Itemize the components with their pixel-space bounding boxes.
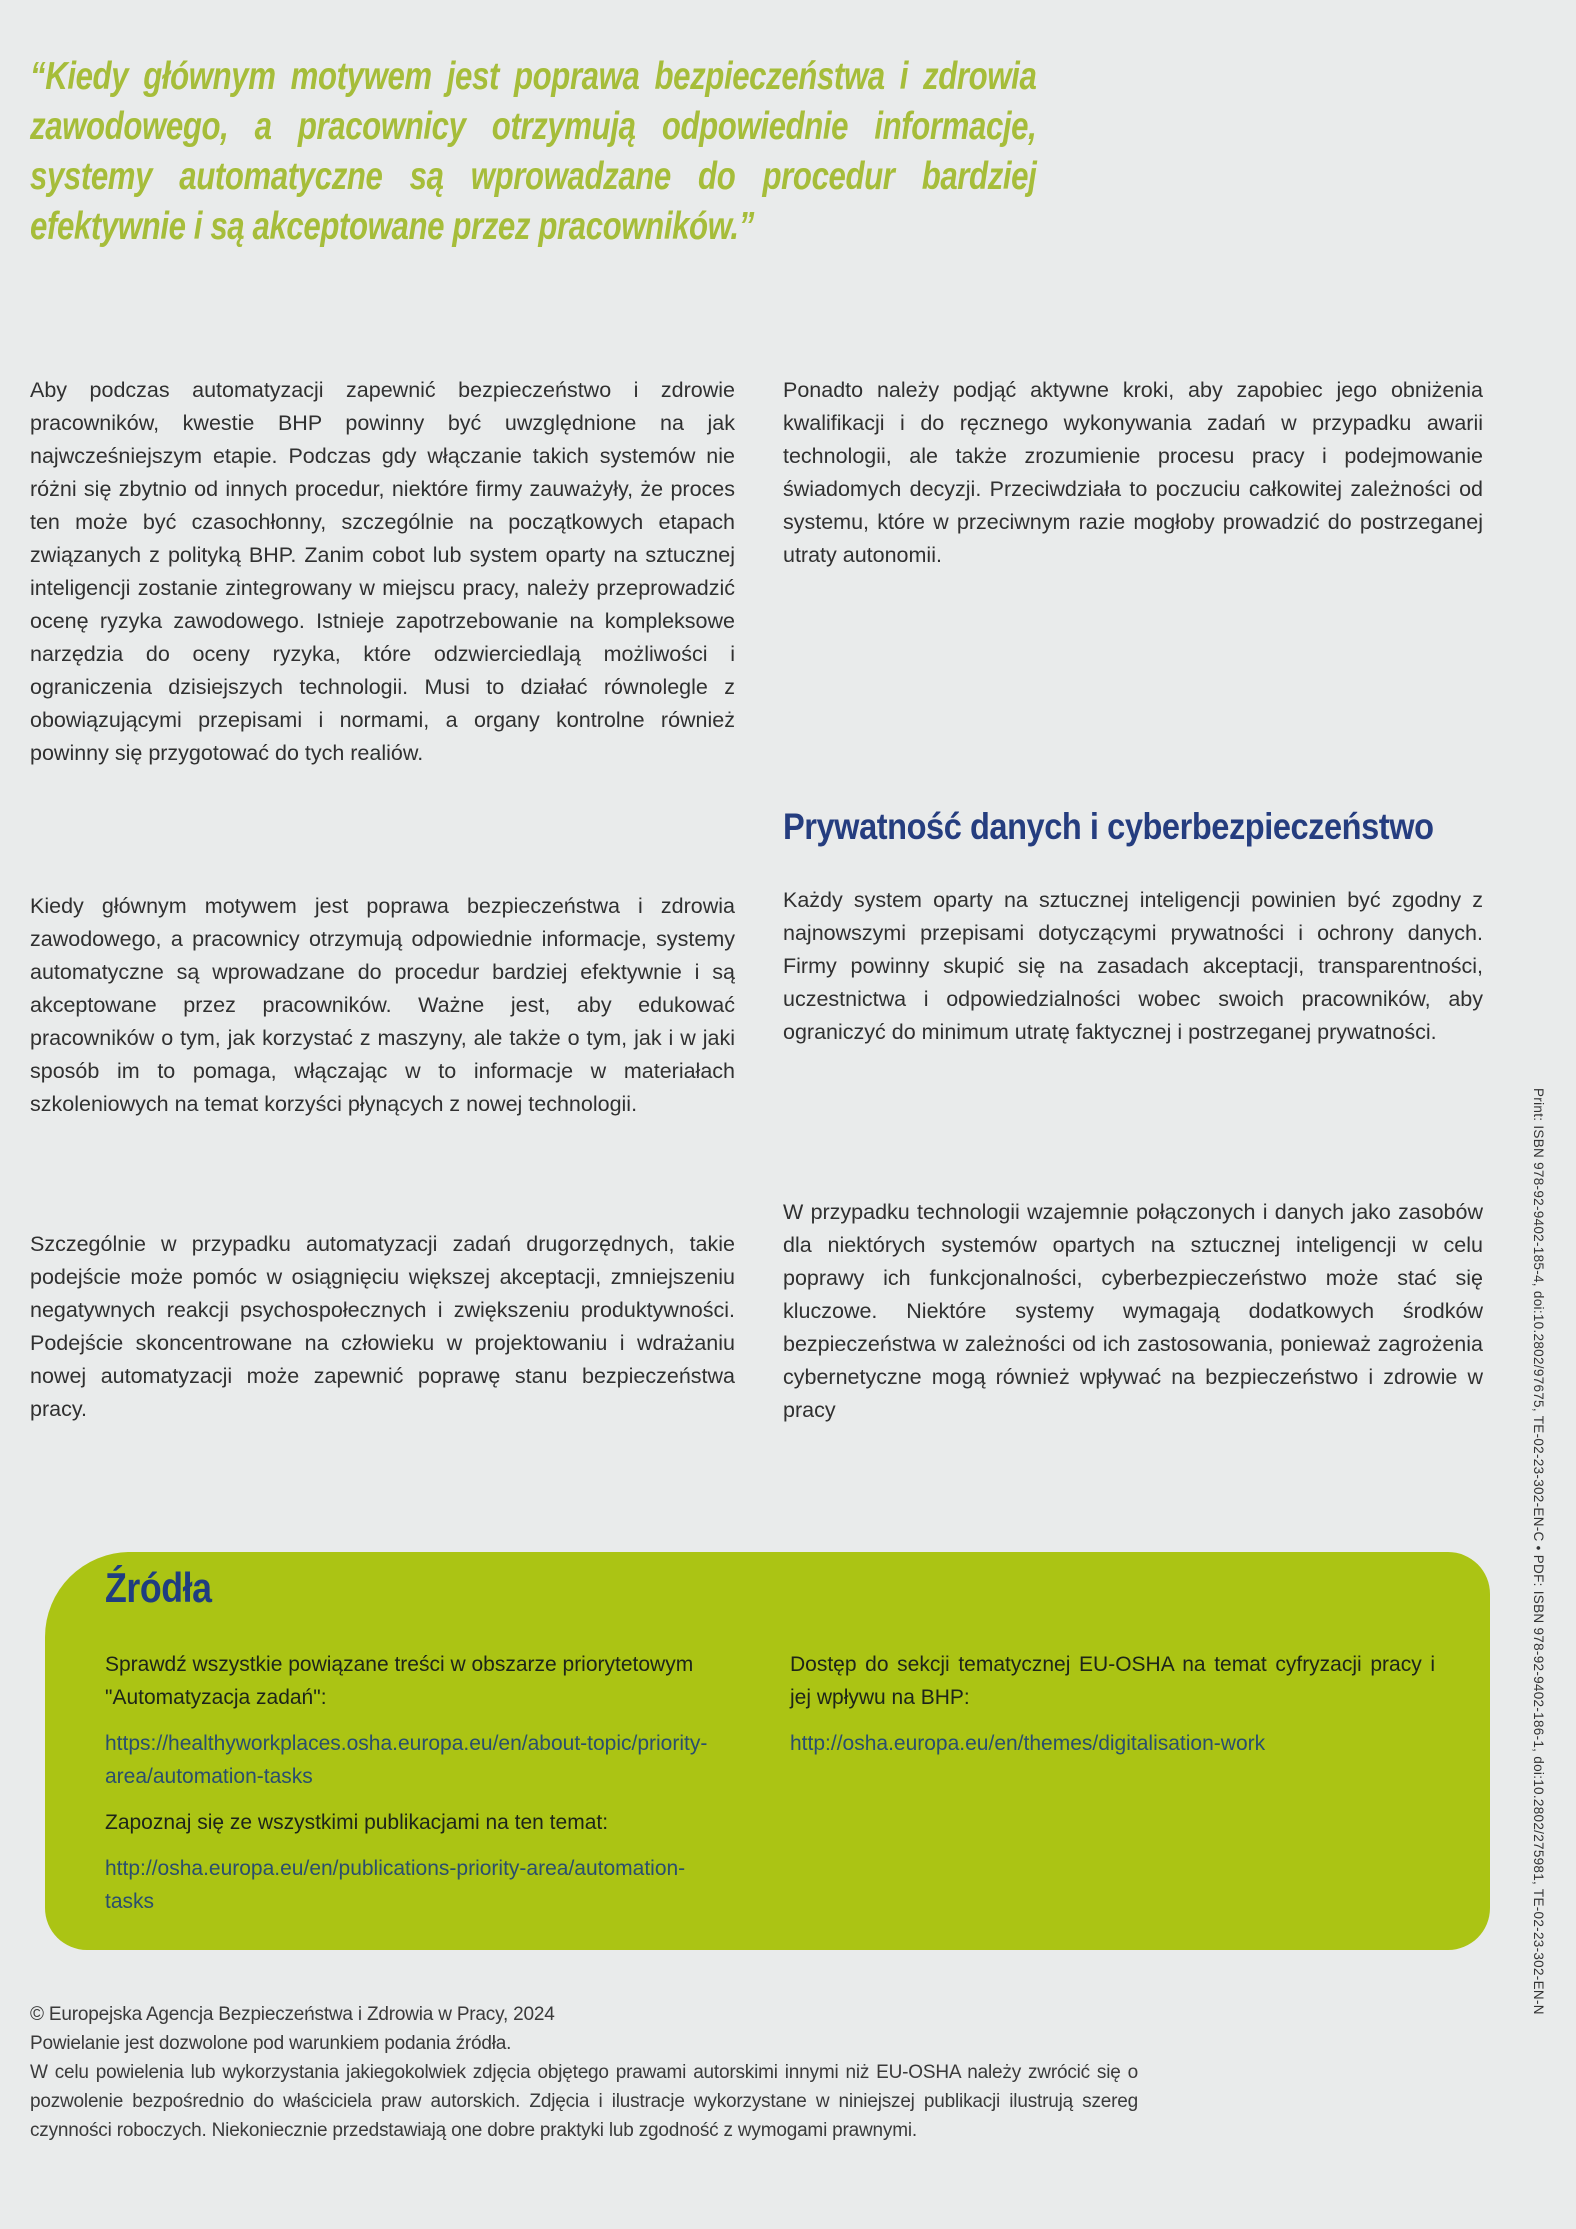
footer-license: Powielanie jest dozwolone pod warunkiem podania źródła. [30,2033,512,2054]
pull-quote: “Kiedy głównym motywem jest poprawa bezpieczeństwa i zdrowia zawodowego, a pracownicy otrzymują odpowiednie informacje, systemy automatyczne są wprowadzane do procedur bardziej efektywnie i są akceptowane przez pracowników.” [30,55,1037,248]
sources-link-digitalisation[interactable]: http://osha.europa.eu/en/themes/digitalisation-work [790,1732,1266,1755]
right-paragraph-1: Ponadto należy podjąć aktywne kroki, aby zapobiec jego obniżenia kwalifikacji i do ręcznego wykonywania zadań w przypadku awarii technologii, ale także zrozumienie procesu pracy i podejmowanie świadomych decyzji. Przeciwdziała to poczuciu całkowitej zależności od systemu, które w przeciwnym razie mogłoby prowadzić do postrzeganej utraty autonomii. [783,378,1483,567]
sources-link-publications[interactable]: http://osha.europa.eu/en/publications-priority-area/automation-tasks [105,1857,686,1913]
left-paragraph-2: Kiedy głównym motywem jest poprawa bezpieczeństwa i zdrowia zawodowego, a pracownicy otrzymują odpowiednie informacje, systemy automatyczne są wprowadzane do procedur bardziej efektywnie i są akceptowane przez pracowników. Ważne jest, aby edukować pracowników o tym, jak korzystać z maszyny, ale także o tym, jak i w jaki sposób im to pomaga, włączając w to informacje w materiałach szkoleniowych na temat korzyści płynących z nowej technologii. [30,894,735,1116]
footer-note: W celu powielenia lub wykorzystania jakiegokolwiek zdjęcia objętego prawami autorskimi innymi niż EU-OSHA należy zwrócić się o pozwolenie bezpośrednio do właściciela praw autorskich. Zdjęcia i ilustracje wykorzystane w niniejszej publikacji ilustrują szereg czynności roboczych. Niekoniecznie przedstawiają one dobre praktyki lub zgodność z wymogami prawnymi. [30,2062,1138,2141]
sources-intro-digitalisation: Dostęp do sekcji tematycznej EU-OSHA na temat cyfryzacji pracy i jej wpływu na BHP: [790,1653,1435,1709]
sources-intro-priority-area: Sprawdź wszystkie powiązane treści w obszarze priorytetowym "Automatyzacja zadań": [105,1653,694,1709]
footer-copyright: © Europejska Agencja Bezpieczeństwa i Zdrowia w Pracy, 2024 [30,2004,555,2025]
sources-right-column [790,1648,1435,1773]
left-paragraph-3: Szczególnie w przypadku automatyzacji zadań drugorzędnych, takie podejście może pomóc w osiągnięciu większej akceptacji, zmniejszeniu negatywnych reakcji psychospołecznych i zwiększeniu produktywności. Podejście skoncentrowane na człowieku w projektowaniu i wdrażaniu nowej automatyzacji może zapewnić poprawę stanu bezpieczeństwa pracy. [30,1232,735,1421]
privacy-section-heading: Prywatność danych i cyberbezpieczeństwo [783,806,1434,847]
isbn-sidebar-text: Print: ISBN 978-92-9402-185-4, doi:10.2802/97675, TE-02-23-302-EN-C • PDF: ISBN 978-92-9402-186-1, doi:10.2802/275981, TE-02-23-302-EN-N [1531,1088,1546,2015]
sources-heading: Źródła [105,1564,212,1611]
left-paragraph-1: Aby podczas automatyzacji zapewnić bezpieczeństwo i zdrowie pracowników, kwestie BHP powinny być uwzględnione na jak najwcześniejszym etapie. Podczas gdy włączanie takich systemów nie różni się zbytnio od innych procedur, niektóre firmy zauważyły, że proces ten może być czasochłonny, szczególnie na początkowych etapach związanych z polityką BHP. Zanim cobot lub system oparty na sztucznej inteligencji zostanie zintegrowany w miejscu pracy, należy przeprowadzić ocenę ryzyka zawodowego. Istnieje zapotrzebowanie na kompleksowe narzędzia do oceny ryzyka, które odzwierciedlają możliwości i ograniczenia dzisiejszych technologii. Musi to działać równolegle z obowiązującymi przepisami i normami, a organy kontrolne również powinny się przygotować do tych realiów. [30,378,735,765]
sources-left-column [105,1648,717,1931]
sources-link-priority-area[interactable]: https://healthyworkplaces.osha.europa.eu/en/about-topic/priority-area/automation-tasks [105,1732,708,1788]
right-paragraph-3: W przypadku technologii wzajemnie połączonych i danych jako zasobów dla niektórych systemów opartych na sztucznej inteligencji w celu poprawy ich funkcjonalności, cyberbezpieczeństwo może stać się kluczowe. Niektóre systemy wymagają dodatkowych środków bezpieczeństwa w zależności od ich zastosowania, ponieważ zagrożenia cybernetyczne mogą również wpływać na bezpieczeństwo i zdrowie w pracy [783,1200,1483,1422]
sources-intro-publications: Zapoznaj się ze wszystkimi publikacjami na ten temat: [105,1811,609,1834]
right-paragraph-2: Każdy system oparty na sztucznej inteligencji powinien być zgodny z najnowszymi przepisami dotyczącymi prywatności i ochrony danych. Firmy powinny skupić się na zasadach akceptacji, transparentności, uczestnictwa i odpowiedzialności wobec swoich pracowników, aby ograniczyć do minimum utratę faktycznej i postrzeganej prywatności. [783,888,1483,1044]
sources-box [45,1552,1490,1950]
footer [30,2000,1138,2145]
